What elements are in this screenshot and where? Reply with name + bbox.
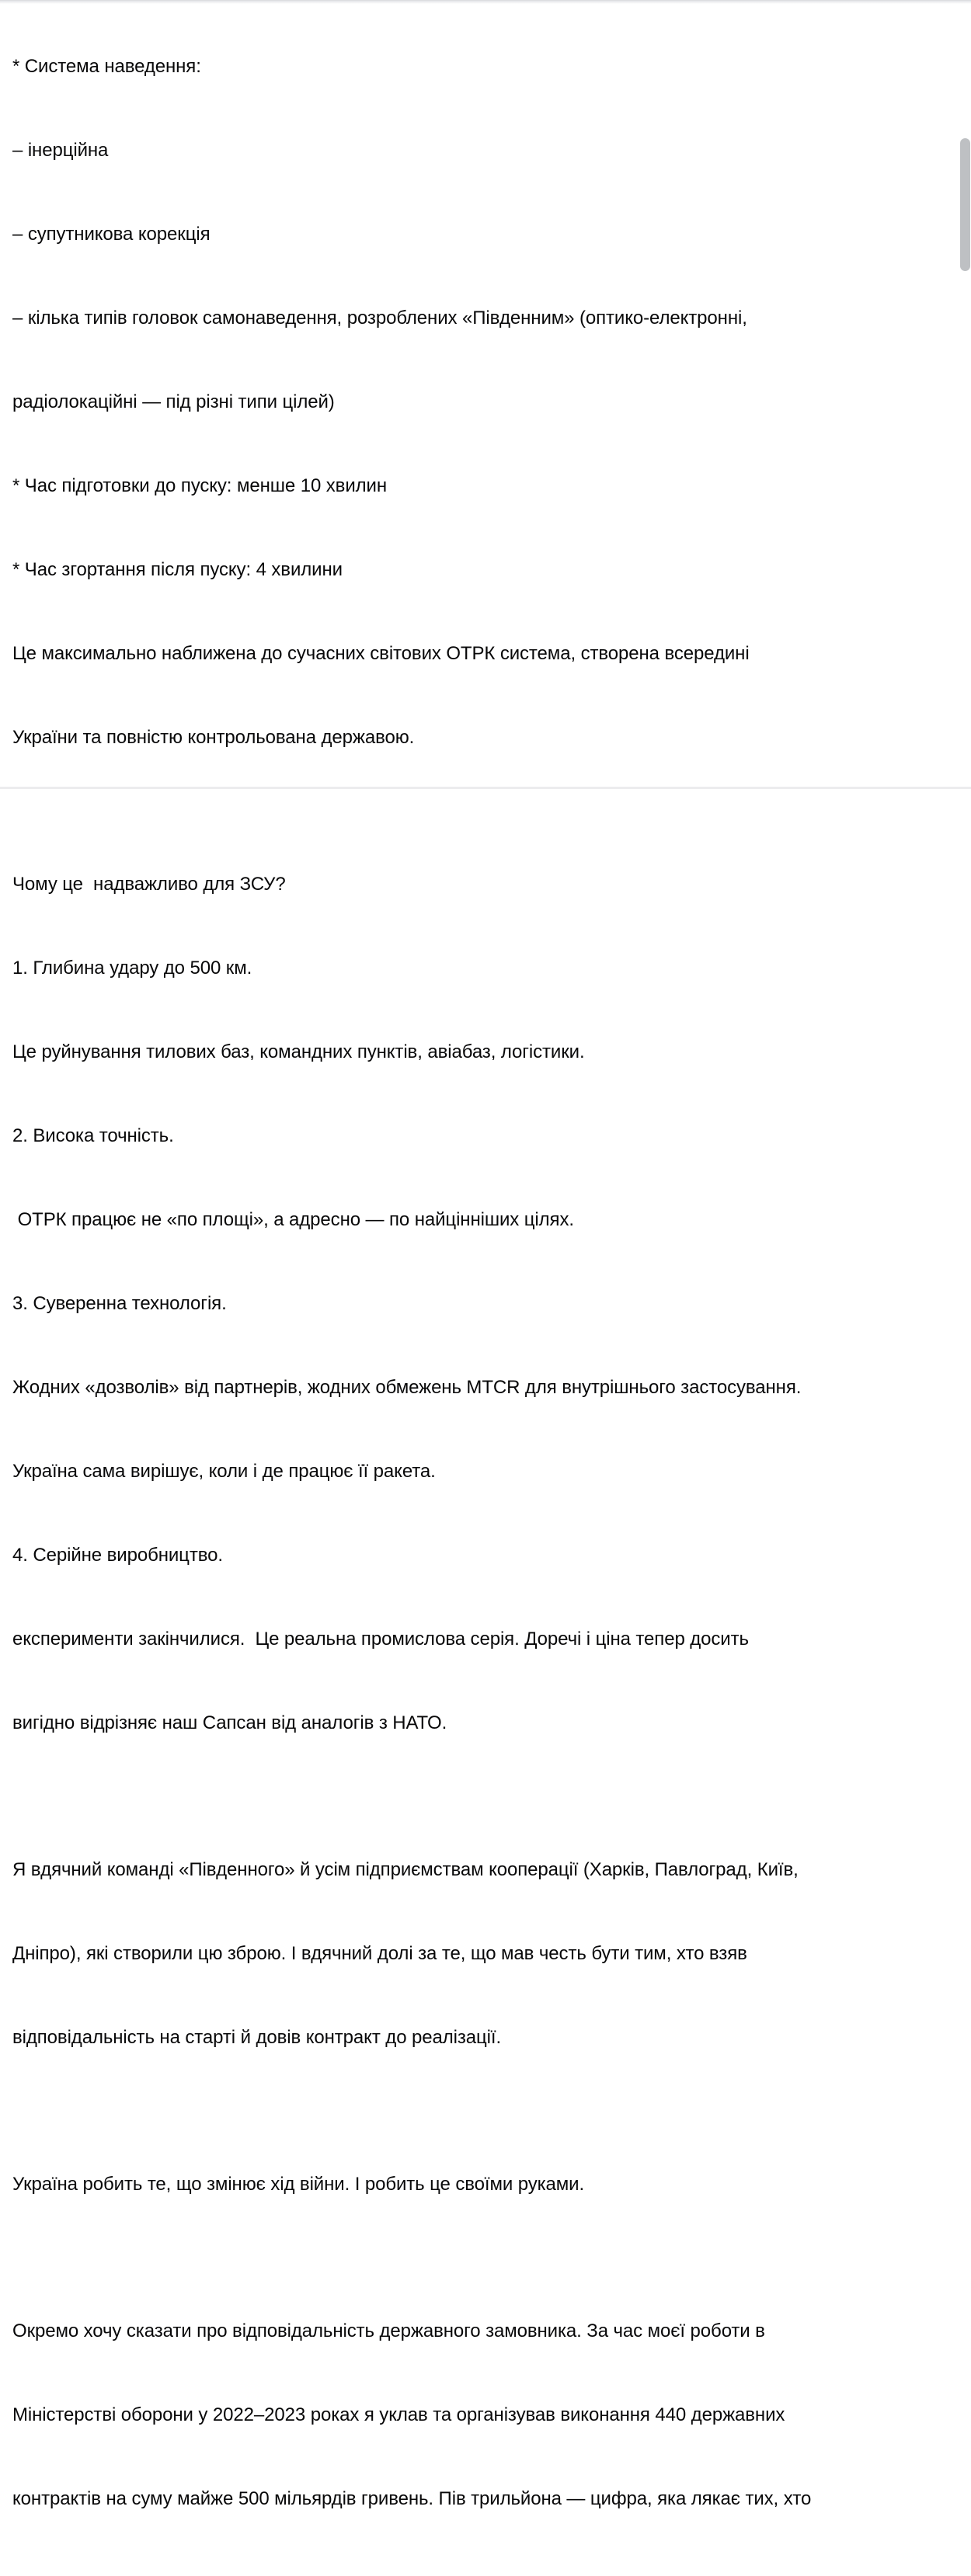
text-line: Україна робить те, що змінює хід війни. І робить це своїми руками. xyxy=(12,2174,585,2195)
text-line: 3. Суверенна технологія. xyxy=(12,1293,227,1314)
text-line: вигідно відрізняє наш Сапсан від аналогів з НАТО. xyxy=(12,1712,447,1733)
bottom-edge-shade xyxy=(0,787,971,789)
text-line: Україна сама вирішує, коли і де працює її ракета. xyxy=(12,1461,436,1482)
text-line: Жодних «дозволів» від партнерів, жодних обмежень MTCR для внутрішнього застосування. xyxy=(12,1377,802,1398)
text-line: Чому це надважливо для ЗСУ? xyxy=(12,874,286,895)
text-line: ОТРК працює не «по площі», а адресно — по найцінніших цілях. xyxy=(12,1209,574,1230)
text-line: 4. Серійне виробництво. xyxy=(12,1545,223,1566)
text-line: * Час підготовки до пуску: менше 10 хвилин xyxy=(12,475,387,496)
text-line: України та повністю контрольована державою. xyxy=(12,727,415,748)
vertical-scrollbar[interactable] xyxy=(957,0,971,789)
text-line: – інерційна xyxy=(12,140,109,161)
text-line: Окремо хочу сказати про відповідальність державного замовника. За час моєї роботи в xyxy=(12,2320,765,2341)
text-line: Це руйнування тилових баз, командних пунктів, авіабаз, логістики. xyxy=(12,1041,585,1062)
text-line: радіолокаційні — під різні типи цілей) xyxy=(12,391,335,412)
top-edge-shadow xyxy=(0,0,971,4)
post-body-text xyxy=(12,0,948,2576)
text-line: Дніпро), які створили цю зброю. І вдячний долі за те, що мав честь бути тим, хто взяв xyxy=(12,1943,747,1964)
paragraph-why-important xyxy=(12,815,948,1793)
text-line: Я вдячний команді «Південного» й усім підприємствам кооперації (Харків, Павлоград, Київ, xyxy=(12,1859,799,1880)
text-line: 2. Висока точність. xyxy=(12,1125,174,1146)
text-line: * Час згортання після пуску: 4 хвилини xyxy=(12,559,343,580)
scrollbar-thumb[interactable] xyxy=(960,138,970,271)
text-line: контрактів на суму майже 500 мільярдів гривень. Пів трильйона — цифра, яка лякає тих, хто xyxy=(12,2488,812,2509)
paragraph-specs xyxy=(12,0,948,808)
paragraph-state-customer xyxy=(12,2261,948,2569)
text-line: відповідальність на старті й довів контракт до реалізації. xyxy=(12,2027,502,2048)
paragraph-gratitude xyxy=(12,1800,948,2108)
paragraph-ukraine-acts xyxy=(12,2115,948,2254)
text-line: Міністерстві оборони у 2022–2023 роках я уклав та організував виконання 440 державних xyxy=(12,2404,785,2425)
text-line: 1. Глибина удару до 500 км. xyxy=(12,958,252,979)
text-line: Це максимально наближена до сучасних світових ОТРК система, створена всередині xyxy=(12,643,750,664)
text-line: – супутникова корекція xyxy=(12,224,211,245)
text-line: * Система наведення: xyxy=(12,56,201,77)
text-line: – кілька типів головок самонаведення, розроблених «Південним» (оптико-електронні, xyxy=(12,308,747,329)
text-line: експерименти закінчилися. Це реальна промислова серія. Доречі і ціна тепер досить xyxy=(12,1629,749,1650)
